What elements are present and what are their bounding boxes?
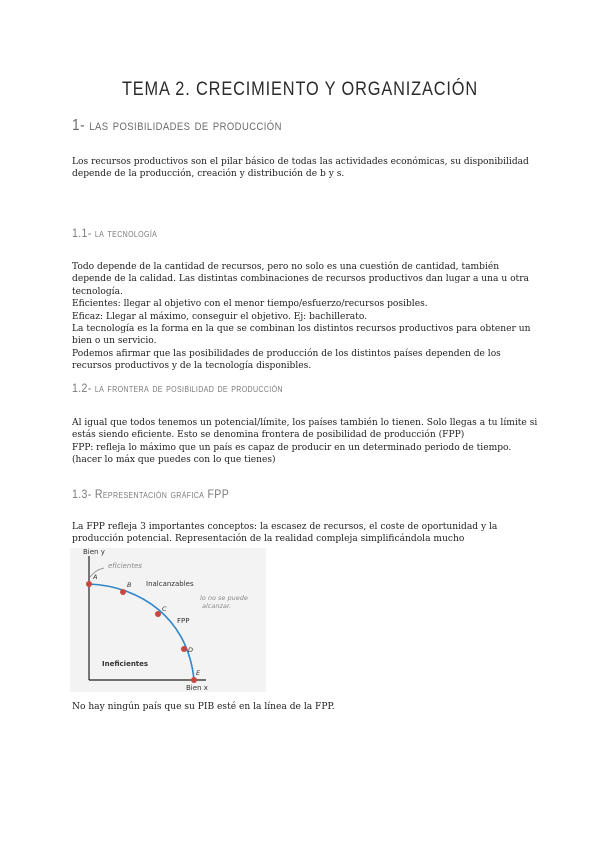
section-1-2-text bbox=[72, 417, 538, 467]
section-1-1-heading: 1.1- la tecnología bbox=[72, 226, 158, 240]
point-label-e: E bbox=[196, 669, 201, 677]
point-label-d: D bbox=[188, 646, 194, 654]
section-1-text bbox=[72, 156, 538, 181]
paragraph: La tecnología es la forma en la que se combinan los distintos recursos productivos para obtener un bien o un servicio. bbox=[72, 324, 531, 347]
handwritten-note-1: lo no se puede bbox=[200, 594, 248, 602]
section-1-2-heading: 1.2- la frontera de posibilidad de producción bbox=[72, 381, 283, 395]
label-inalcanzables: Inalcanzables bbox=[146, 580, 194, 588]
point-label-a: A bbox=[93, 573, 98, 581]
page-title: TEMA 2. CRECIMIENTO Y ORGANIZACIÓN bbox=[121, 79, 479, 100]
section-1-3-after-figure bbox=[72, 701, 538, 713]
label-fpp: FPP bbox=[177, 617, 190, 625]
paragraph: No hay ningún país que su PIB esté en la línea de la FPP. bbox=[72, 702, 335, 712]
paragraph: La FPP refleja 3 importantes conceptos: la escasez de recursos, el coste de oportunidad y la producción potencial. Representación de la realidad compleja simplificándola mucho bbox=[72, 522, 498, 545]
paragraph: Los recursos productivos son el pilar básico de todas las actividades económicas, su disponibilidad depende de la producción, creación y distribución de b y s. bbox=[72, 157, 529, 180]
point-e bbox=[191, 677, 197, 683]
point-a bbox=[86, 581, 92, 587]
handwritten-note-2: alcanzar. bbox=[202, 602, 232, 610]
label-ineficientes: Ineficientes bbox=[102, 660, 149, 668]
paragraph: Podemos afirmar que las posibilidades de producción de los distintos países dependen de los recursos productivos y de la tecnología disponibles. bbox=[72, 348, 501, 372]
section-1-3-heading: 1.3- Representación gráfica FPP bbox=[72, 487, 230, 501]
y-axis-label: Bien y bbox=[83, 548, 105, 556]
paragraph: Eficientes: llegar al objetivo con el menor tiempo/esfuerzo/recursos posibles. bbox=[72, 299, 428, 310]
point-label-b: B bbox=[127, 581, 132, 589]
point-d bbox=[181, 646, 187, 652]
point-c bbox=[155, 611, 161, 617]
paragraph: FPP: refleja lo máximo que un país es capaz de producir en un determinado periodo de tiempo. (hacer lo máx que puedes con lo que tienes) bbox=[72, 442, 512, 466]
fpp-graph bbox=[70, 548, 266, 692]
point-label-c: C bbox=[162, 605, 167, 613]
paragraph: Al igual que todos tenemos un potencial/límite, los países también lo tienen. Solo llegas a tu límite si estás siendo eficiente. Esto se denomina frontera de posibilidad de producción (FPP) bbox=[72, 418, 538, 441]
section-1-3-text bbox=[72, 521, 538, 546]
handwritten-eficientes: eficientes bbox=[108, 562, 143, 570]
point-b bbox=[120, 589, 126, 595]
section-1-1-text bbox=[72, 261, 538, 373]
section-1-heading: 1- las posibilidades de producción bbox=[72, 117, 282, 134]
paragraph: Eficaz: Llegar al máximo, conseguir el objetivo. Ej: bachillerato. bbox=[72, 311, 368, 322]
x-axis-label: Bien x bbox=[186, 684, 208, 692]
paragraph: Todo depende de la cantidad de recursos, pero no solo es una cuestión de cantidad, también depende de la calidad. Las distintas combinaciones de recursos productivos dan lugar a una u otra tecnología. bbox=[72, 262, 529, 297]
